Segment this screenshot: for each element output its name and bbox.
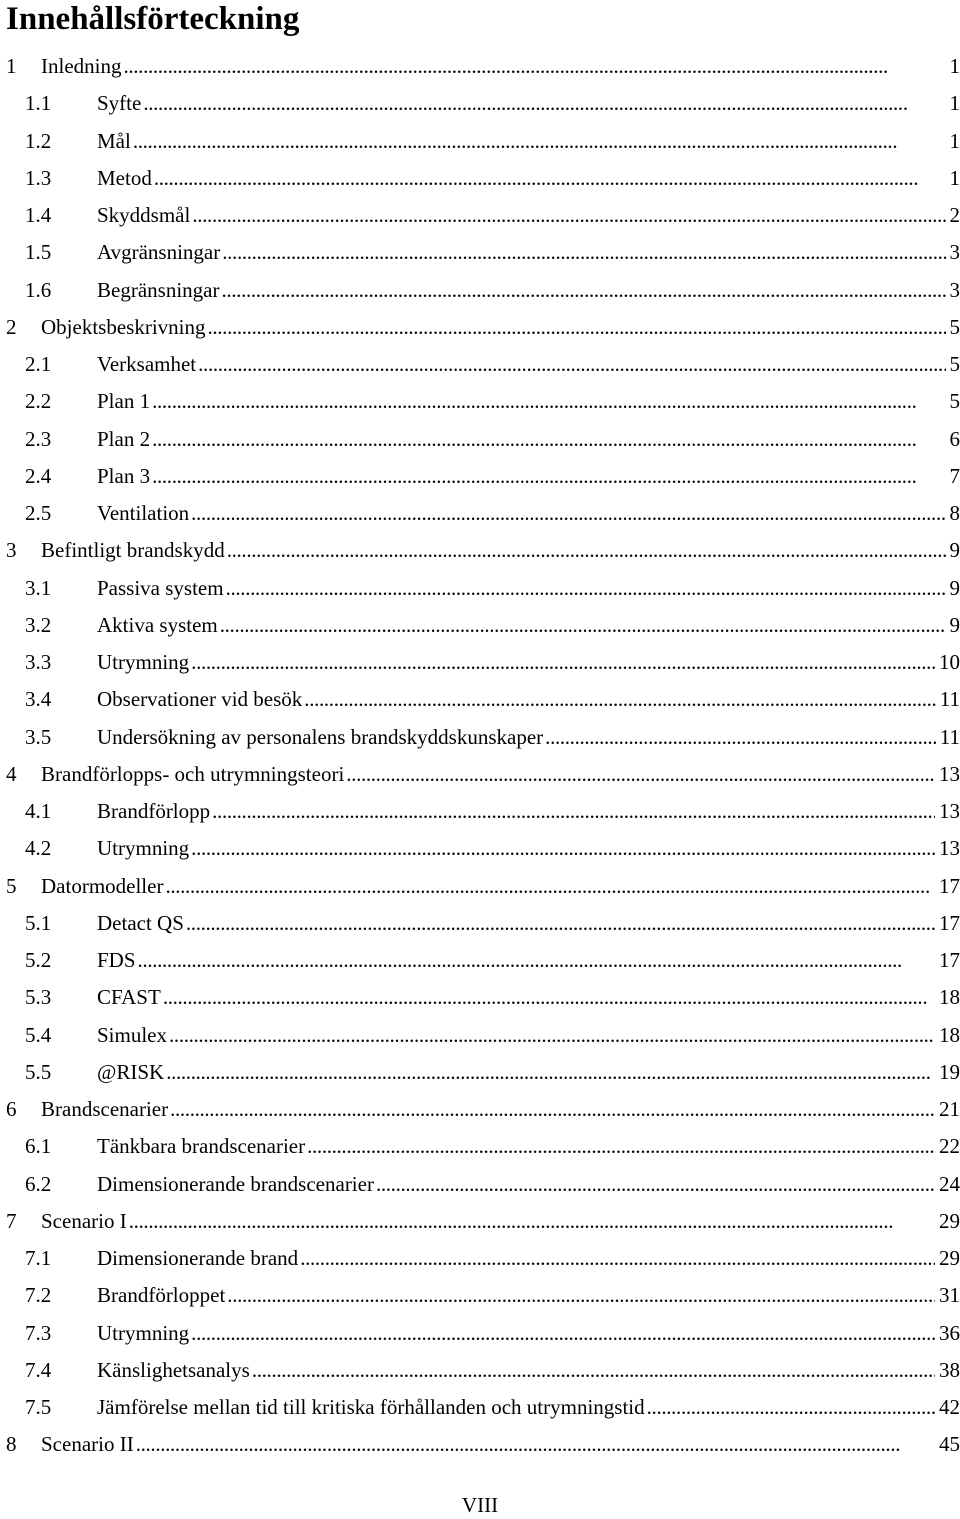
toc-chapter-entry [0,1426,960,1463]
toc-section-entry [0,1128,960,1165]
toc-entry-number: 1 [6,54,17,78]
toc-dot-leader [221,272,945,309]
toc-entry-row [97,234,960,271]
toc-entry-page: 13 [939,761,960,786]
toc-entry-number: 4.1 [25,799,52,823]
toc-entry-title: Brandförlopps- och utrymningsteori [41,761,345,786]
toc-dot-leader [123,48,945,85]
toc-entry-number: 5.4 [25,1022,52,1047]
toc-entry-page: 3 [949,240,960,265]
toc-chapter-entry [0,532,960,569]
toc-entry-page: 19 [939,1059,960,1084]
toc-dot-leader [129,1203,935,1240]
toc-dot-leader [222,234,945,271]
toc-entry-row [97,1054,960,1091]
toc-entry-title: Aktiva system [97,612,218,637]
toc-entry-number: 7.1 [25,1246,52,1270]
toc-entry-title: Utrymning [97,836,190,861]
toc-entry-title: Inledning [41,54,122,78]
toc-entry-title: Scenario II [41,1432,134,1457]
toc-dot-leader [300,1240,935,1277]
toc-entry-page: 8 [949,501,960,525]
toc-entry-page: 10 [939,650,960,674]
toc-entry-page: 22 [939,1134,960,1159]
toc-entry-row [97,681,960,718]
toc-entry-row [41,48,960,85]
toc-entry-title: Scenario I [41,1208,127,1233]
toc-entry-title: Datormodeller [41,873,164,898]
toc-entry-title: Känslighetsanalys [97,1357,250,1382]
toc-entry-title: Begränsningar [97,277,220,302]
toc-entry-page: 1 [949,165,960,190]
toc-entry-title: Jämförelse mellan tid till kritiska förhållanden och utrymningstid [97,1395,645,1419]
toc-dot-leader [191,1315,935,1352]
toc-dot-leader [170,1091,935,1128]
toc-chapter-entry [0,756,960,793]
toc-entry-title: Skyddsmål [97,203,191,227]
toc-entry-page: 5 [949,352,960,376]
toc-entry-row [97,570,960,607]
toc-entry-row [97,383,960,420]
toc-section-entry [0,644,960,681]
toc-entry-title: Mål [97,128,131,153]
toc-entry-page: 2 [949,203,960,227]
toc-dot-leader [304,681,935,718]
toc-entry-page: 29 [939,1208,960,1233]
toc-entry-number: 8 [6,1432,17,1457]
toc-entry-number: 3.2 [25,612,52,637]
toc-entry-page: 24 [939,1171,960,1196]
toc-entry-number: 6.1 [25,1134,52,1159]
toc-entry-number: 7 [6,1208,17,1233]
toc-section-entry [0,197,960,234]
toc-section-entry [0,123,960,160]
toc-section-entry [0,830,960,867]
toc-entry-number: 2.3 [25,426,52,451]
toc-entry-number: 5.3 [25,985,52,1010]
toc-entry-row [41,1203,960,1240]
toc-dot-leader [138,942,935,979]
toc-entry-page: 3 [949,277,960,302]
toc-entry-title: Verksamhet [97,352,197,376]
toc-entry-page: 1 [949,128,960,153]
toc-entry-title: Utrymning [97,1320,190,1345]
toc-entry-page: 17 [939,873,960,898]
toc-dot-leader [133,123,946,160]
toc-dot-leader [376,1166,935,1203]
toc-entry-row [97,830,960,867]
toc-dot-leader [165,868,935,905]
toc-entry-title: Brandscenarier [41,1097,169,1121]
toc-entry-number: 1.2 [25,128,52,153]
toc-entry-title: Plan 3 [97,463,151,488]
toc-entry-title: Objektsbeskrivning [41,314,206,339]
toc-dot-leader [220,607,946,644]
toc-entry-page: 36 [939,1320,960,1345]
toc-chapter-entry [0,48,960,85]
toc-list [0,48,960,1464]
toc-section-entry [0,607,960,644]
toc-entry-row [97,458,960,495]
toc-entry-page: 13 [939,836,960,861]
toc-entry-number: 1.3 [25,165,52,190]
page-number: VIII [461,1493,499,1517]
toc-entry-title: Metod [97,165,152,190]
toc-section-entry [0,979,960,1016]
toc-entry-title: Utrymning [97,650,190,674]
toc-section-entry [0,421,960,458]
toc-section-entry [0,272,960,309]
toc-entry-page: 38 [939,1357,960,1382]
toc-section-entry [0,160,960,197]
toc-entry-row [41,532,960,569]
toc-dot-leader [191,495,945,532]
toc-dot-leader [227,532,946,569]
toc-entry-number: 3.4 [25,687,52,712]
toc-entry-number: 3.3 [25,650,52,674]
toc-dot-leader [226,570,946,607]
toc-entry-number: 1.4 [25,203,52,227]
toc-entry-page: 5 [949,389,960,414]
toc-entry-page: 11 [939,687,960,712]
toc-entry-number: 1.1 [25,91,52,116]
toc-entry-number: 2.5 [25,501,52,525]
toc-entry-number: 2.4 [25,463,52,488]
toc-section-entry [0,793,960,830]
toc-section-entry [0,85,960,122]
toc-section-entry [0,570,960,607]
toc-entry-number: 7.2 [25,1283,52,1308]
toc-entry-number: 3.1 [25,575,52,600]
toc-dot-leader [152,458,945,495]
toc-dot-leader [163,979,935,1016]
toc-entry-title: Avgränsningar [97,240,221,265]
toc-dot-leader [166,1054,935,1091]
toc-entry-row [41,868,960,905]
toc-section-entry [0,719,960,756]
toc-entry-title: Brandförloppet [97,1283,226,1308]
toc-dot-leader [154,160,946,197]
toc-section-entry [0,234,960,271]
toc-entry-page: 6 [949,426,960,451]
toc-entry-page: 9 [949,575,960,600]
toc-entry-number: 7.3 [25,1320,52,1345]
toc-entry-page: 18 [939,985,960,1010]
toc-entry-page: 11 [939,724,960,749]
toc-section-entry [0,346,960,383]
toc-dot-leader [545,719,936,756]
toc-section-entry [0,458,960,495]
toc-entry-number: 7.5 [25,1395,52,1419]
toc-dot-leader [191,830,935,867]
toc-entry-title: Plan 2 [97,426,151,451]
toc-entry-row [97,942,960,979]
toc-entry-number: 7.4 [25,1357,52,1382]
toc-section-entry [0,1315,960,1352]
toc-dot-leader [143,85,945,122]
toc-entry-row [97,421,960,458]
toc-entry-page: 29 [939,1246,960,1270]
toc-entry-number: 1.5 [25,240,52,265]
toc-entry-number: 2.1 [25,352,52,376]
toc-entry-page: 13 [939,799,960,823]
toc-entry-row [41,756,960,793]
toc-dot-leader [192,197,945,234]
toc-entry-row [97,197,960,234]
toc-entry-number: 5.5 [25,1059,52,1084]
toc-entry-row [97,1315,960,1352]
toc-entry-page: 31 [939,1283,960,1308]
toc-entry-page: 7 [949,463,960,488]
toc-entry-number: 4 [6,761,17,786]
toc-dot-leader [152,383,945,420]
toc-entry-row [97,979,960,1016]
toc-entry-row [97,495,960,532]
toc-entry-row [97,1128,960,1165]
toc-entry-row [97,1017,960,1054]
toc-entry-number: 5.1 [25,910,52,935]
toc-entry-row [97,123,960,160]
toc-entry-row [97,1166,960,1203]
toc-entry-page: 1 [949,54,960,78]
toc-entry-page: 5 [949,314,960,339]
toc-entry-page: 17 [939,910,960,935]
toc-entry-number: 6 [6,1097,17,1121]
toc-entry-number: 5 [6,873,17,898]
toc-entry-row [97,1277,960,1314]
toc-entry-title: @RISK [97,1059,165,1084]
toc-entry-title: Ventilation [97,501,190,525]
toc-section-entry [0,1054,960,1091]
toc-entry-page: 9 [949,538,960,563]
toc-entry-title: Dimensionerande brand [97,1246,299,1270]
toc-entry-number: 5.2 [25,948,52,972]
toc-entry-row [97,346,960,383]
toc-entry-row [97,793,960,830]
toc-entry-title: FDS [97,948,136,972]
toc-entry-title: Befintligt brandskydd [41,538,225,563]
toc-entry-title: Observationer vid besök [97,687,303,712]
toc-chapter-entry [0,1203,960,1240]
toc-section-entry [0,1389,960,1426]
toc-dot-leader [252,1352,935,1389]
toc-entry-title: CFAST [97,985,161,1010]
toc-dot-leader [136,1426,935,1463]
toc-entry-title: Tänkbara brandscenarier [97,1134,306,1159]
toc-section-entry [0,942,960,979]
toc-entry-title: Plan 1 [97,389,151,414]
toc-entry-page: 17 [939,948,960,972]
toc-dot-leader [191,644,935,681]
toc-entry-row [41,1426,960,1463]
toc-section-entry [0,905,960,942]
toc-entry-row [41,1091,960,1128]
toc-section-entry [0,495,960,532]
toc-entry-row [97,1389,960,1426]
toc-entry-row [97,719,960,756]
toc-section-entry [0,1277,960,1314]
toc-entry-page: 21 [939,1097,960,1121]
toc-entry-number: 2 [6,314,17,339]
toc-entry-row [97,272,960,309]
toc-entry-page: 42 [939,1395,960,1419]
toc-dot-leader [152,421,945,458]
toc-entry-row [97,644,960,681]
toc-entry-row [97,1352,960,1389]
toc-chapter-entry [0,309,960,346]
toc-dot-leader [647,1389,935,1426]
toc-section-entry [0,1352,960,1389]
toc-entry-row [97,160,960,197]
toc-dot-leader [307,1128,935,1165]
toc-dot-leader [186,905,935,942]
toc-entry-page: 1 [949,91,960,116]
toc-entry-number: 6.2 [25,1171,52,1196]
toc-entry-page: 9 [949,612,960,637]
toc-entry-title: Syfte [97,91,142,116]
toc-dot-leader [212,793,935,830]
toc-entry-row [97,607,960,644]
toc-entry-title: Passiva system [97,575,224,600]
toc-entry-number: 3.5 [25,724,52,749]
toc-entry-title: Undersökning av personalens brandskyddskunskaper [97,724,544,749]
toc-entry-page: 18 [939,1022,960,1047]
toc-entry-title: Brandförlopp [97,799,211,823]
toc-entry-number: 3 [6,538,17,563]
toc-dot-leader [169,1017,935,1054]
toc-section-entry [0,681,960,718]
toc-section-entry [0,383,960,420]
toc-section-entry [0,1240,960,1277]
toc-dot-leader [207,309,945,346]
toc-chapter-entry [0,868,960,905]
toc-entry-row [97,85,960,122]
toc-entry-row [97,905,960,942]
toc-dot-leader [227,1277,935,1314]
toc-entry-page: 45 [939,1432,960,1457]
toc-section-entry [0,1017,960,1054]
toc-entry-number: 2.2 [25,389,52,414]
toc-entry-number: 1.6 [25,277,52,302]
toc-dot-leader [198,346,945,383]
toc-entry-title: Simulex [97,1022,168,1047]
toc-entry-row [97,1240,960,1277]
toc-entry-title: Detact QS [97,910,184,935]
toc-entry-title: Dimensionerande brandscenarier [97,1171,374,1196]
toc-section-entry [0,1166,960,1203]
toc-entry-row [41,309,960,346]
toc-dot-leader [346,756,935,793]
toc-heading: Innehållsförteckning [6,1,300,37]
toc-entry-number: 4.2 [25,836,52,861]
toc-chapter-entry [0,1091,960,1128]
